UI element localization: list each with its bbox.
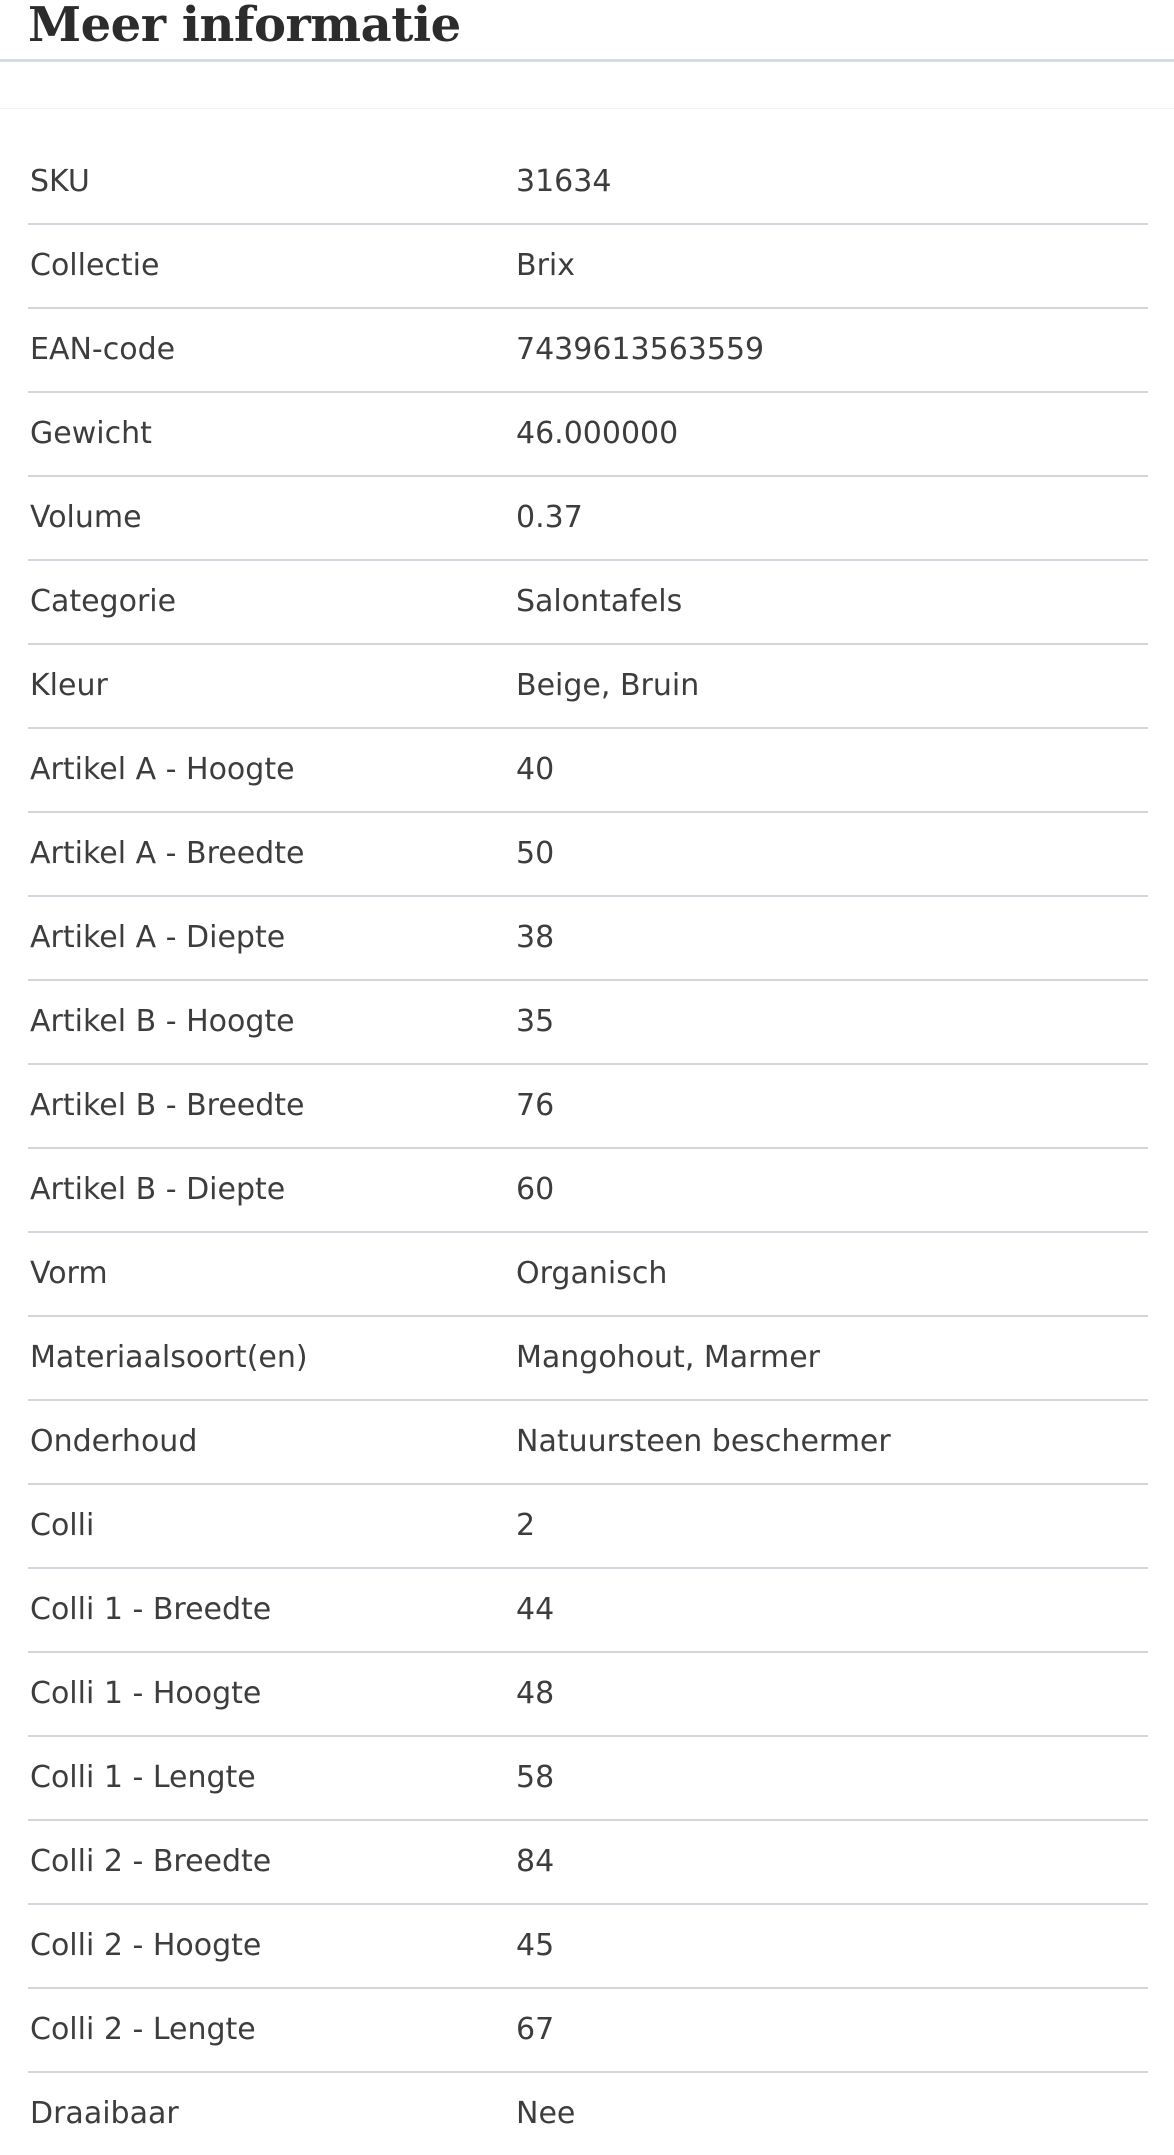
attribute-label: Colli 2 - Breedte [28,1820,514,1904]
attribute-label: EAN-code [28,308,514,392]
table-row [28,980,1148,1064]
attribute-label: SKU [28,141,514,224]
attribute-label: Collectie [28,224,514,308]
attribute-value: 31634 [514,141,1148,224]
attribute-value: Brix [514,224,1148,308]
table-row [28,1652,1148,1736]
section-spacer [0,64,1174,109]
attribute-value: 45 [514,1904,1148,1988]
attribute-value: 0.37 [514,476,1148,560]
table-row [28,1148,1148,1232]
attribute-value: 46.000000 [514,392,1148,476]
attribute-label: Artikel A - Diepte [28,896,514,980]
attribute-label: Kleur [28,644,514,728]
attribute-value: 44 [514,1568,1148,1652]
attribute-value: 60 [514,1148,1148,1232]
attribute-value: 84 [514,1820,1148,1904]
attribute-label: Colli 2 - Hoogte [28,1904,514,1988]
attribute-value: 38 [514,896,1148,980]
attribute-label: Artikel B - Hoogte [28,980,514,1064]
attribute-label: Volume [28,476,514,560]
table-row [28,644,1148,728]
table-row [28,1484,1148,1568]
attribute-label: Colli [28,1484,514,1568]
table-row [28,224,1148,308]
table-row [28,896,1148,980]
attribute-label: Colli 1 - Breedte [28,1568,514,1652]
attribute-label: Artikel B - Diepte [28,1148,514,1232]
attribute-value: 58 [514,1736,1148,1820]
table-row [28,1400,1148,1484]
table-row [28,476,1148,560]
table-row [28,1820,1148,1904]
attribute-label: Colli 2 - Lengte [28,1988,514,2072]
attribute-value: Beige, Bruin [514,644,1148,728]
attribute-value: Salontafels [514,560,1148,644]
attribute-value: Mangohout, Marmer [514,1316,1148,1400]
table-row [28,560,1148,644]
table-row [28,2072,1148,2155]
attribute-value: 48 [514,1652,1148,1736]
table-row [28,1988,1148,2072]
table-row [28,392,1148,476]
attribute-label: Artikel B - Breedte [28,1064,514,1148]
attribute-value: 67 [514,1988,1148,2072]
attribute-value: 35 [514,980,1148,1064]
attribute-label: Colli 1 - Lengte [28,1736,514,1820]
attribute-value: Natuursteen beschermer [514,1400,1148,1484]
table-row [28,812,1148,896]
attribute-label: Materiaalsoort(en) [28,1316,514,1400]
section-header [0,0,1174,62]
attribute-value: 50 [514,812,1148,896]
table-row [28,728,1148,812]
attribute-value: Organisch [514,1232,1148,1316]
attribute-label: Colli 1 - Hoogte [28,1652,514,1736]
table-row [28,1064,1148,1148]
attribute-label: Artikel A - Hoogte [28,728,514,812]
attribute-value: 7439613563559 [514,308,1148,392]
attribute-label: Vorm [28,1232,514,1316]
table-row [28,308,1148,392]
attribute-value: Nee [516,2096,576,2131]
attribute-value: 2 [514,1484,1148,1568]
table-row [28,1568,1148,1652]
attribute-value: 76 [514,1064,1148,1148]
page-title: Meer informatie [28,0,461,53]
product-attributes-table [28,141,1148,2155]
attribute-label: Draaibaar [30,2096,179,2131]
attribute-value: 40 [514,728,1148,812]
attribute-label: Categorie [28,560,514,644]
table-row [28,1904,1148,1988]
attribute-label: Gewicht [28,392,514,476]
table-row [28,1316,1148,1400]
table-row [28,141,1148,224]
attribute-label: Artikel A - Breedte [28,812,514,896]
attribute-label: Onderhoud [28,1400,514,1484]
table-row [28,1232,1148,1316]
table-row [28,1736,1148,1820]
